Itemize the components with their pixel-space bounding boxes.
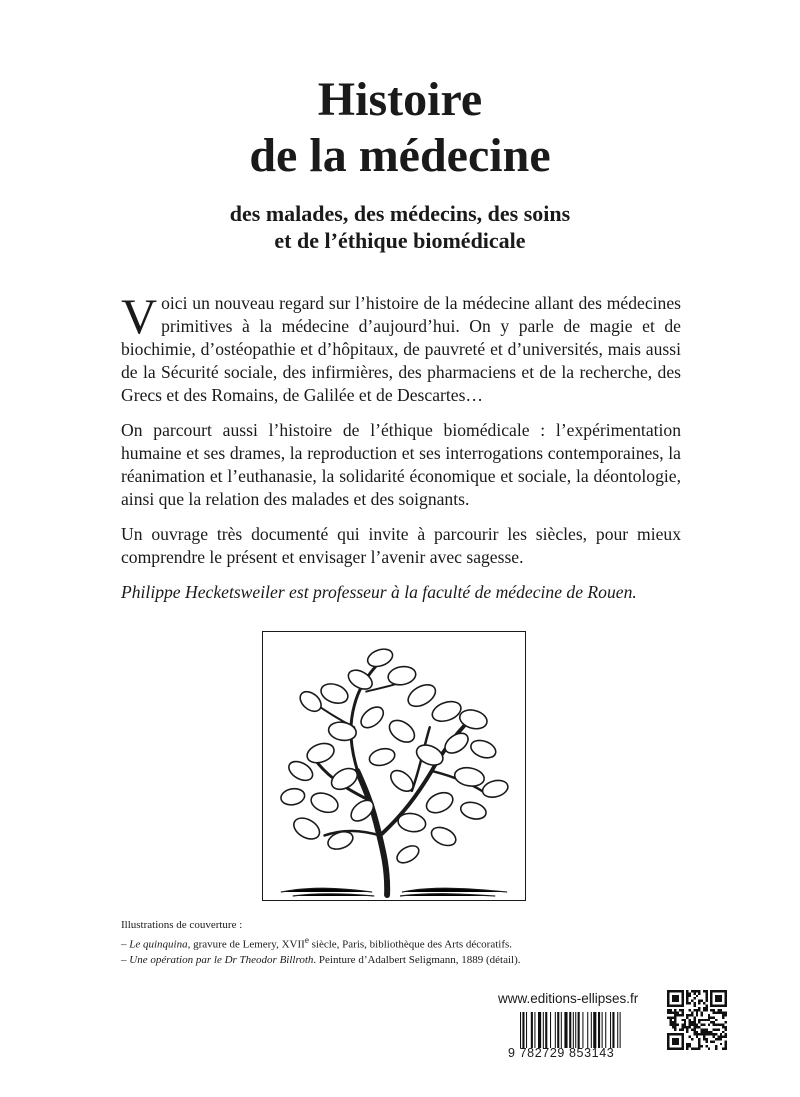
- book-subtitle-line-2: et de l’éthique biomédicale: [274, 228, 526, 253]
- credits-item-2-dash: –: [121, 953, 130, 966]
- credits-item-1-dash: –: [121, 938, 130, 951]
- quinquina-plant-icon: [263, 632, 525, 900]
- credits-item-2: [121, 953, 621, 968]
- credits-item-1-text-b: siècle, Paris, bibliothèque des Arts décoratifs.: [308, 938, 513, 951]
- drop-cap: V: [121, 288, 158, 344]
- blurb-paragraph-3: Un ouvrage très documenté qui invite à parcourir les siècles, pour mieux comprendre le présent et envisager l’avenir avec sagesse.: [121, 524, 681, 567]
- book-title-line-1: Histoire: [317, 73, 483, 126]
- book-title: [0, 72, 800, 184]
- book-subtitle-line-1: des malades, des médecins, des soins: [229, 201, 571, 226]
- credits-item-2-title: Une opération par le Dr Theodor Billroth: [129, 953, 314, 966]
- credits-item-2-text: . Peinture d’Adalbert Seligmann, 1889 (détail).: [313, 953, 521, 966]
- credits-heading: Illustrations de couverture :: [121, 919, 243, 931]
- credits-item-1: [121, 933, 621, 953]
- qr-code-icon: [667, 990, 727, 1050]
- blurb-paragraph-2: On parcourt aussi l’histoire de l’éthique biomédicale : l’expérimentation humaine et ses drames, la reproduction et ses interrogations contemporaines, la réanimation et l’euthanasie, la solidarité économique et sociale, la déontologie, ainsi que la relation des malades et des soignants.: [121, 420, 681, 509]
- credits-item-1-title: Le quinquina: [129, 938, 188, 951]
- blurb-paragraph-1: [121, 288, 681, 407]
- blurb-paragraph-1-text: oici un nouveau regard sur l’histoire de la médecine allant des médecines primitives à la médecine d’aujourd’hui. On y parle de magie et de biochimie, d’ostéopathie et d’hôpitaux, de pauvreté et d’universités, mais aussi de la Sécurité sociale, des infirmières, des pharmaciens et de la recherche, des Grecs et des Romains, de Galilée et de Descartes…: [121, 293, 681, 405]
- book-title-line-2: de la médecine: [249, 129, 551, 182]
- isbn-digits: 9 782729 853143: [508, 1046, 615, 1060]
- publisher-website[interactable]: www.editions-ellipses.fr: [498, 991, 639, 1006]
- author-note: Philippe Hecketsweiler est professeur à la faculté de médecine de Rouen.: [121, 582, 637, 602]
- barcode-icon: [520, 1012, 652, 1048]
- blurb: [121, 288, 681, 616]
- credits-item-1-sup: e: [304, 935, 309, 945]
- quinquina-illustration: [262, 631, 526, 901]
- cover-credits: [121, 918, 621, 968]
- credits-item-1-text-a: , gravure de Lemery, XVII: [187, 938, 305, 951]
- book-subtitle: [0, 200, 800, 254]
